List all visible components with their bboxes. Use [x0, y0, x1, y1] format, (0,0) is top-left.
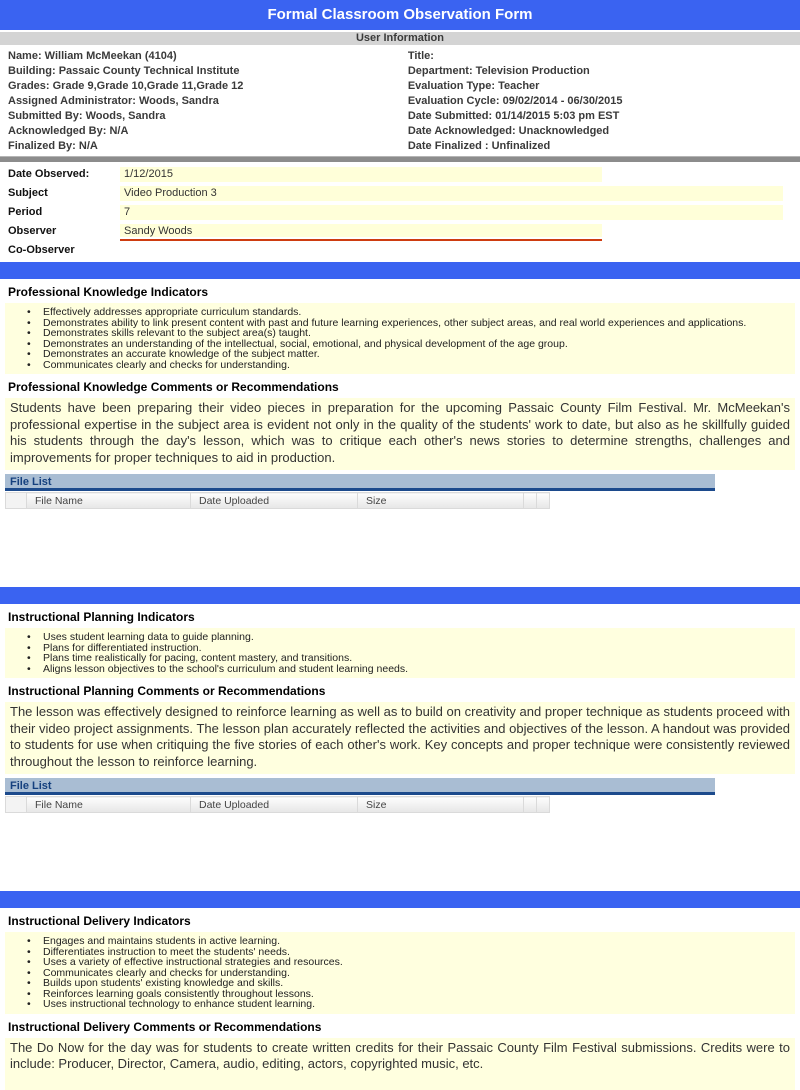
comments-text: The lesson was effectively designed to reinforce learning as well as to build on creativity and proper technique as students proceed with their video project assignments. The lesson plan accurately reflected the activities and objectives of the lesson. A handout was provided to students for use when critiquing the five stories of each other's work. Key concepts and proper technique were consistently reviewed throughout the lesson to reinforce learning. [5, 702, 795, 774]
observation-fields-form [0, 162, 800, 258]
file-list-header-row [6, 493, 550, 509]
indicator-item: • Demonstrates an understanding of the intellectual, social, emotional, and physical development of the age group. [5, 339, 791, 350]
file-list-action-cell [537, 797, 550, 813]
file-name-column-header: File Name [27, 797, 191, 813]
field-input[interactable]: Sandy Woods [120, 224, 602, 239]
indicator-item: • Demonstrates skills relevant to the subject area(s) taught. [5, 328, 791, 339]
indicators-heading: Instructional Delivery Indicators [8, 914, 191, 928]
indicator-item: • Communicates clearly and checks for understanding. [5, 360, 791, 371]
size-column-header: Size [358, 493, 524, 509]
user-info-item: Grades: Grade 9,Grade 10,Grade 11,Grade 12 [8, 80, 244, 92]
field-input[interactable]: 1/12/2015 [120, 167, 602, 182]
user-info-item: Evaluation Cycle: 09/02/2014 - 06/30/2015 [407, 95, 623, 107]
observation-section [0, 262, 800, 587]
user-info-left-column [8, 49, 408, 154]
comments-heading: Instructional Delivery Comments or Recommendations [8, 1019, 322, 1034]
comments-heading: Professional Knowledge Comments or Recommendations [8, 380, 339, 394]
indicator-item: • Communicates clearly and checks for understanding. [5, 968, 791, 979]
indicator-item: • Plans for differentiated instruction. [5, 643, 791, 654]
field-label: Date Observed: [8, 168, 90, 180]
file-list-spacer-cell [6, 797, 27, 813]
indicator-item: • Effectively addresses appropriate curriculum standards. [5, 307, 791, 318]
size-column-header: Size [358, 797, 524, 813]
section-separator-bar [0, 262, 800, 279]
form-field-row [0, 167, 800, 182]
indicator-item: • Uses a variety of effective instructional strategies and resources. [5, 957, 791, 968]
file-list-header: File List [5, 474, 715, 491]
form-field-row [0, 186, 800, 201]
file-list-spacer-cell [6, 493, 27, 509]
indicator-item: • Plans time realistically for pacing, content mastery, and transitions. [5, 653, 791, 664]
user-info-item: Building: Passaic County Technical Institute [8, 65, 240, 77]
comments-text: Students have been preparing their video pieces in preparation for the upcoming Passaic County Film Festival. Mr. McMeekan's professional expertise in the subject area is evident not only in the quality of the students' work to date, but also as he skillfully guided his students through the day's lesson, which was to critique each other's news stories to determine strengths, challenges and improvements for proper techniques to aid in production. [5, 398, 795, 470]
file-list-panel [5, 778, 800, 813]
date-uploaded-column-header: Date Uploaded [191, 493, 358, 509]
file-list-table [5, 796, 550, 813]
indicator-item: • Uses instructional technology to enhance student learning. [5, 999, 791, 1010]
field-input[interactable]: Video Production 3 [120, 186, 783, 201]
field-label: Observer [8, 225, 57, 237]
indicators-list [5, 303, 795, 374]
user-information-panel [0, 45, 800, 156]
file-list-panel [5, 474, 800, 509]
file-list-header-row [6, 797, 550, 813]
indicator-item: • Aligns lesson objectives to the school's curriculum and student learning needs. [5, 664, 791, 675]
field-input[interactable] [120, 243, 602, 258]
file-list-table [5, 492, 550, 509]
date-uploaded-column-header: Date Uploaded [191, 797, 358, 813]
file-list-action-cell [524, 797, 537, 813]
form-field-row [0, 243, 800, 258]
field-input[interactable]: 7 [120, 205, 783, 220]
indicators-heading: Professional Knowledge Indicators [8, 285, 209, 299]
indicator-item: • Differentiates instruction to meet the students' needs. [5, 947, 791, 958]
field-label: Co-Observer [8, 244, 75, 256]
observation-section [0, 587, 800, 891]
user-info-item: Assigned Administrator: Woods, Sandra [8, 95, 219, 107]
observation-section [0, 891, 800, 1090]
file-list-header: File List [5, 778, 715, 795]
field-label: Period [8, 206, 43, 218]
indicator-item: • Demonstrates an accurate knowledge of the subject matter. [5, 349, 791, 360]
indicators-list [5, 932, 795, 1014]
section-spacer [0, 813, 800, 891]
field-label: Subject [8, 187, 48, 199]
indicator-item: • Demonstrates ability to link present content with past and future learning experiences, other subject areas, and real world experiences and applications. [5, 318, 791, 329]
comments-heading: Instructional Planning Comments or Recommendations [8, 684, 326, 698]
indicators-heading: Instructional Planning Indicators [8, 610, 195, 624]
comments-text: The Do Now for the day was for students to create written credits for their Passaic County Film Festival submissions. Credits were to include: Producer, Director, Camera, audio, editing, actors, copyrighted music, etc. [5, 1038, 795, 1090]
form-field-row [0, 224, 800, 239]
file-name-column-header: File Name [27, 493, 191, 509]
indicator-item: • Uses student learning data to guide planning. [5, 632, 791, 643]
user-info-item: Name: William McMeekan (4104) [8, 50, 177, 62]
indicators-list [5, 628, 795, 678]
indicator-item: • Engages and maintains students in active learning. [5, 936, 791, 947]
file-list-action-cell [524, 493, 537, 509]
file-list-action-cell [537, 493, 550, 509]
form-field-row [0, 205, 800, 220]
user-info-item: Title: [407, 50, 434, 62]
user-info-item: Finalized By: N/A [8, 140, 98, 152]
user-info-item: Date Submitted: 01/14/2015 5:03 pm EST [407, 110, 620, 122]
user-info-right-column [408, 49, 792, 154]
user-info-item: Date Finalized : Unfinalized [407, 140, 551, 152]
section-spacer [0, 509, 800, 587]
indicator-item: • Builds upon students' existing knowledge and skills. [5, 978, 791, 989]
indicator-item: • Reinforces learning goals consistently throughout lessons. [5, 989, 791, 1000]
section-separator-bar [0, 587, 800, 604]
page-title: Formal Classroom Observation Form [0, 0, 800, 30]
user-info-item: Acknowledged By: N/A [8, 125, 129, 137]
user-info-item: Submitted By: Woods, Sandra [8, 110, 166, 122]
user-information-header: User Information [0, 32, 800, 45]
user-info-item: Evaluation Type: Teacher [407, 80, 540, 92]
user-info-item: Department: Television Production [407, 65, 590, 77]
user-info-item: Date Acknowledged: Unacknowledged [407, 125, 610, 137]
section-separator-bar [0, 891, 800, 908]
